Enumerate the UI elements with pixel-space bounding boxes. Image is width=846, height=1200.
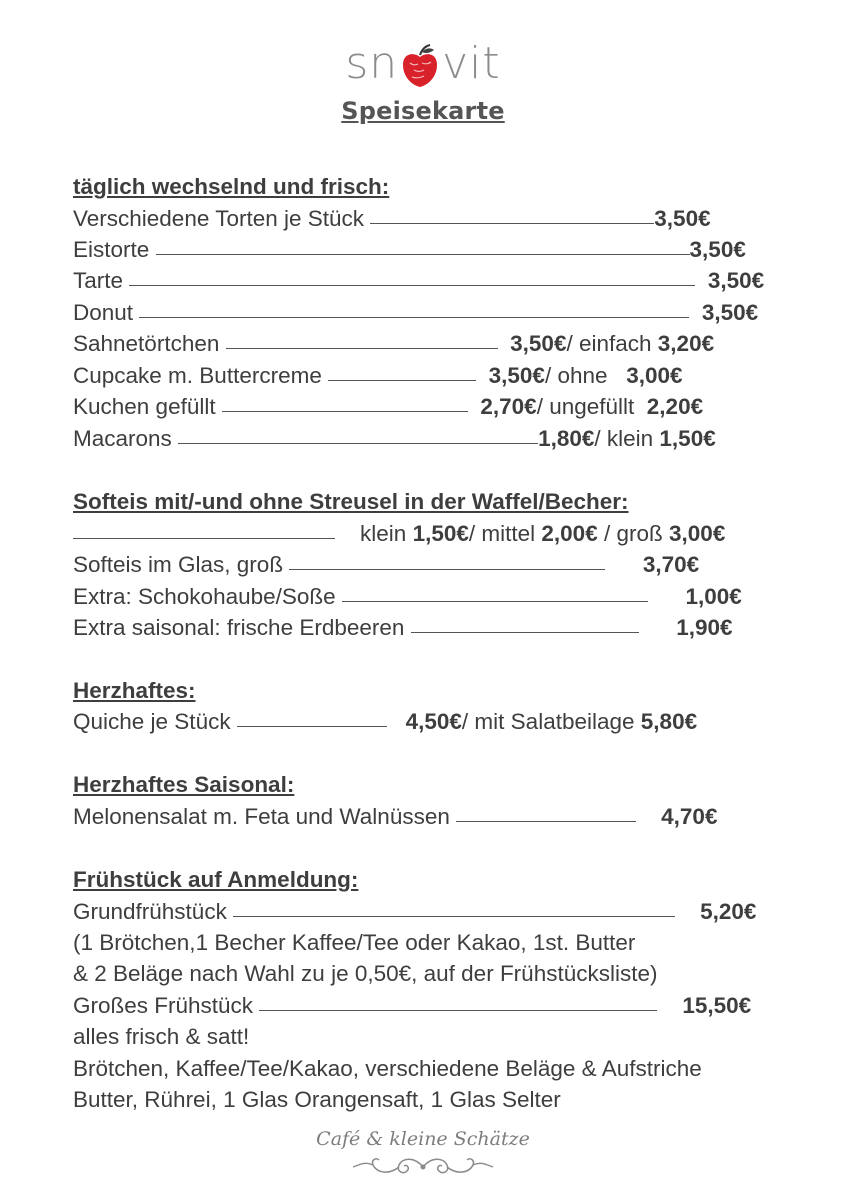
- leader-line: [342, 581, 648, 602]
- menu-item: Extra saisonal: frische Erdbeeren 1,90€: [73, 612, 733, 644]
- menu-item: Extra: Schokohaube/Soße 1,00€: [73, 581, 742, 613]
- menu-item: Tarte 3,50€: [73, 265, 764, 297]
- leader-line: [456, 801, 636, 822]
- menu-item: Quiche je Stück 4,50€/ mit Salatbeilage 5,80€: [73, 706, 697, 738]
- leader-line: [222, 391, 468, 412]
- menu-item: Melonensalat m. Feta und Walnüssen 4,70€: [73, 801, 717, 833]
- section-heading-daily: täglich wechselnd und frisch:: [73, 174, 390, 199]
- menu-text: alles frisch & satt!: [73, 1024, 250, 1049]
- leader-line: [156, 234, 690, 255]
- logo-text-left: sn: [345, 38, 399, 89]
- menu-item: Macarons 1,80€/ klein 1,50€: [73, 423, 716, 455]
- footer: [0, 1128, 846, 1180]
- menu-item: Großes Frühstück 15,50€: [73, 990, 751, 1022]
- section-heading-fruehstueck: Frühstück auf Anmeldung:: [73, 867, 359, 892]
- footer-tagline: Café & kleine Schätze: [316, 1128, 530, 1150]
- menu-text: Butter, Rührei, 1 Glas Orangensaft, 1 Glas Selter: [73, 1087, 561, 1112]
- page-title: Speisekarte: [341, 97, 505, 125]
- leader-line: [237, 706, 387, 727]
- leader-line: [139, 297, 689, 318]
- menu-item: klein 1,50€/ mittel 2,00€ / groß 3,00€: [73, 518, 725, 550]
- ornament-icon: [348, 1154, 498, 1180]
- menu-item: Sahnetörtchen 3,50€/ einfach 3,20€: [73, 328, 714, 360]
- menu-item: Grundfrühstück 5,20€: [73, 896, 756, 928]
- leader-line: [73, 518, 335, 539]
- brand-logo: [0, 34, 846, 94]
- leader-line: [411, 612, 639, 633]
- menu-item: Softeis im Glas, groß 3,70€: [73, 549, 699, 581]
- menu-text: & 2 Beläge nach Wahl zu je 0,50€, auf der Frühstücksliste): [73, 961, 658, 986]
- leader-line: [233, 896, 675, 917]
- section-heading-saisonal: Herzhaftes Saisonal:: [73, 772, 295, 797]
- menu-item: Kuchen gefüllt 2,70€/ ungefüllt 2,20€: [73, 391, 703, 423]
- leader-line: [328, 360, 476, 381]
- leader-line: [226, 328, 498, 349]
- section-heading-herzhaftes: Herzhaftes:: [73, 678, 196, 703]
- menu-text: Brötchen, Kaffee/Tee/Kakao, verschiedene Beläge & Aufstriche: [73, 1056, 702, 1081]
- section-heading-softeis: Softeis mit/-und ohne Streusel in der Waffel/Becher:: [73, 489, 629, 514]
- menu-item: Eistorte 3,50€: [73, 234, 746, 266]
- leader-line: [370, 203, 654, 224]
- leader-line: [129, 265, 695, 286]
- menu-text: (1 Brötchen,1 Becher Kaffee/Tee oder Kakao, 1st. Butter: [73, 930, 636, 955]
- leader-line: [289, 549, 605, 570]
- apple-icon: [400, 43, 440, 89]
- menu-item: Cupcake m. Buttercreme 3,50€/ ohne 3,00€: [73, 360, 683, 392]
- menu-item: Donut 3,50€: [73, 297, 758, 329]
- logo-text-right: vit: [442, 38, 501, 89]
- menu-item: Verschiedene Torten je Stück 3,50€: [73, 203, 711, 235]
- leader-line: [259, 990, 657, 1011]
- leader-line: [178, 423, 538, 444]
